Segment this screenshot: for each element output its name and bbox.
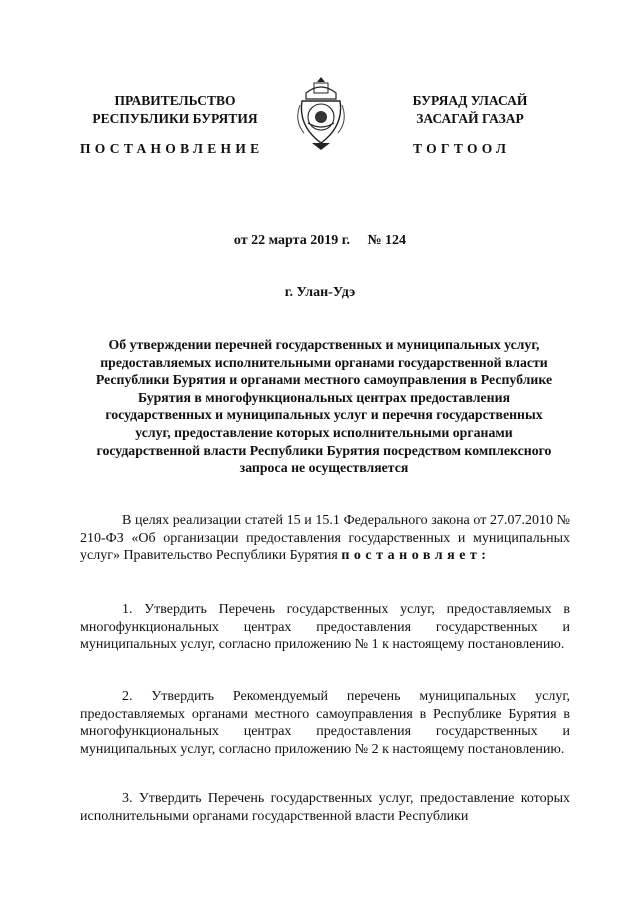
item-2-paragraph: 2. Утвердить Рекомендуемый перечень муниципальных услуг, предоставляемых органами местного самоуправления в Республике Бурятия в многофункциональных центрах предоставления государственных и муниципальных услуг, согласно приложению № 2 к настоящему постановлению.: [80, 689, 570, 757]
document-number: № 124: [367, 233, 407, 248]
city-name: г. Улан-Удэ: [284, 285, 356, 300]
item-3-paragraph: 3. Утвердить Перечень государственных услуг, предоставление которых исполнительными органами государственной власти Республики: [80, 791, 570, 824]
date-line: [0, 233, 640, 249]
government-name-line2: РЕСПУБЛИКИ БУРЯТИЯ: [92, 111, 258, 126]
document-subject: Об утверждении перечней государственных и муниципальных услуг, предоставляемых исполнительными органами государственной власти Республики Бурятия и органами местного самоуправления в Республике Бурятия в многофункциональных центрах предоставления государственных и муниципальных услуг и перечня государственных услуг, предоставление которых исполнительными органами государственной власти Республики Бурятия посредством комплексного запроса не осуществляется: [95, 337, 553, 476]
government-name-ru: [80, 92, 270, 128]
government-name-line1: ПРАВИТЕЛЬСТВО: [114, 93, 236, 108]
document-type-ru: ПОСТАНОВЛЕНИЕ: [80, 141, 264, 156]
coat-of-arms-icon: [292, 71, 350, 153]
government-name-bua-line2: ЗАСАГАЙ ГАЗАР: [416, 111, 524, 126]
decree-word: постановляет:: [341, 548, 491, 564]
preamble-text: В целях реализации статей 15 и 15.1 Федерального закона от 27.07.2010 № 210-ФЗ «Об организации предоставления государственных и муниципальных услуг» Правительство Республики Бурятия: [80, 513, 570, 564]
item-1-paragraph: 1. Утвердить Перечень государственных услуг, предоставляемых в многофункциональных центрах предоставления государственных и муниципальных услуг, согласно приложению № 1 к настоящему постановлению.: [80, 602, 570, 653]
government-name-bua: [380, 92, 560, 128]
document-type-bua: ТОГТООЛ: [413, 141, 511, 156]
document-date: от 22 марта 2019 г.: [233, 233, 350, 248]
preamble-paragraph: [80, 512, 570, 565]
government-name-bua-line1: БУРЯАД УЛАСАЙ: [412, 93, 528, 108]
